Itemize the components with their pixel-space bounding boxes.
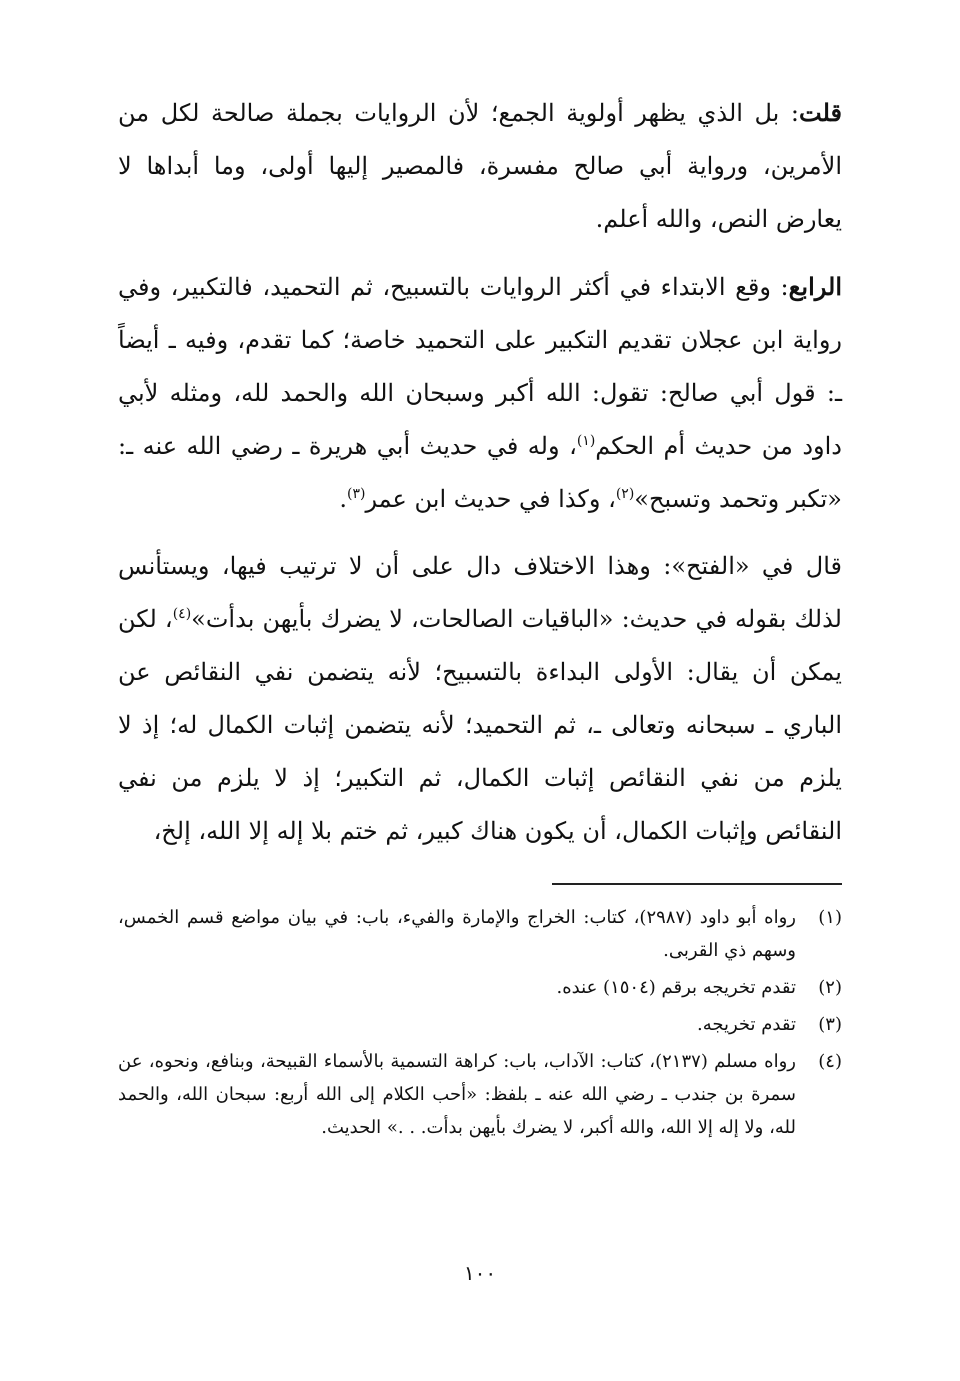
footnotes <box>118 901 842 1148</box>
footnote-2 <box>118 971 842 1004</box>
paragraph-text: : وقع الابتداء في أكثر الروايات بالتسبيح، ثم التحميد، فالتكبير، وفي رواية ابن عجلان تقديم التكبير على التحميد خاصة؛ كما تقدم، وفيه ـ أيضاً ـ: قول أبي صالح: تقول: الله أكبر وسبحان الله والحمد لله، ومثله لأبي داود من حديث أم الحكم <box>118 273 842 460</box>
main-text <box>118 86 842 858</box>
footnote-separator <box>552 883 842 885</box>
paragraph-text: ، لكن يمكن أن يقال: الأولى البداءة بالتسبيح؛ لأنه يتضمن نفي النقائص عن الباري ـ سبحانه وتعالى ـ، ثم التحميد؛ لأنه يتضمن إثبات الكمال له؛ إذ لا يلزم من نفي النقائص إثبات الكمال، ثم التكبير؛ إذ لا يلزم من نفي النقائص وإثبات الكمال، أن يكون هناك كبير، ثم ختم بلا إله إلا الله، إلخ، <box>118 605 842 845</box>
paragraph-2 <box>118 260 842 526</box>
paragraph-text: . <box>339 485 347 513</box>
book-page <box>118 86 842 1356</box>
footnote-ref-3[interactable]: (٣) <box>346 486 366 502</box>
footnote-number: (٣) <box>818 1014 842 1035</box>
footnote-4 <box>118 1045 842 1144</box>
paragraph-text: : بل الذي يظهر أولوية الجمع؛ لأن الروايات بجملة صالحة لكل من الأمرين، ورواية أبي صالح مفسرة، فالمصير إليها أولى، وما أبداها لا يعارض النص، والله أعلم. <box>118 99 842 233</box>
paragraph-lead-rabi: الرابع <box>788 272 842 301</box>
footnote-ref-1[interactable]: (١) <box>576 433 596 449</box>
footnote-1 <box>118 901 842 967</box>
footnote-ref-2[interactable]: (٢) <box>615 486 635 502</box>
footnote-number: (١) <box>818 907 842 928</box>
footnote-number: (٢) <box>818 977 842 998</box>
paragraph-text: قال في «الفتح»: وهذا الاختلاف دال على أن لا ترتيب فيها، ويستأنس لذلك بقوله في حديث: «الباقيات الصالحات، لا يضرك بأيهن بدأت» <box>118 552 842 633</box>
footnote-text: رواه أبو داود (٢٩٨٧)، كتاب: الخراج والإمارة والفيء، باب: في بيان مواضع قسم الخمس، وسهم ذي القربى. <box>118 907 796 961</box>
paragraph-lead-qultu: قلت <box>799 98 842 127</box>
footnote-ref-4[interactable]: (٤) <box>172 606 192 622</box>
paragraph-text: ، وله في حديث أبي هريرة ـ رضي الله عنه ـ: «تكبر وتحمد وتسبح» <box>118 432 842 513</box>
paragraph-3 <box>118 540 842 858</box>
paragraph-text: ، وكذا في حديث ابن عمر <box>365 485 616 513</box>
footnote-text: رواه مسلم (٢١٣٧)، كتاب: الآداب، باب: كراهة التسمية بالأسماء القبيحة، وبنافع، ونحوه، عن سمرة بن جندب ـ رضي الله عنه ـ بلفظ: «أحب الكلام إلى الله أربع: سبحان الله، والحمد لله، ولا إله إلا الله، والله أكبر، لا يضرك بأيهن بدأت. . .» الحديث. <box>118 1051 796 1138</box>
footnote-text: تقدم تخريجه. <box>697 1014 796 1035</box>
paragraph-1 <box>118 86 842 246</box>
footnote-number: (٤) <box>818 1051 842 1072</box>
footnote-text: تقدم تخريجه برقم (١٥٠٤) عنده. <box>556 977 796 998</box>
footnote-3 <box>118 1008 842 1041</box>
page-number: ١٠٠ <box>463 1261 497 1285</box>
